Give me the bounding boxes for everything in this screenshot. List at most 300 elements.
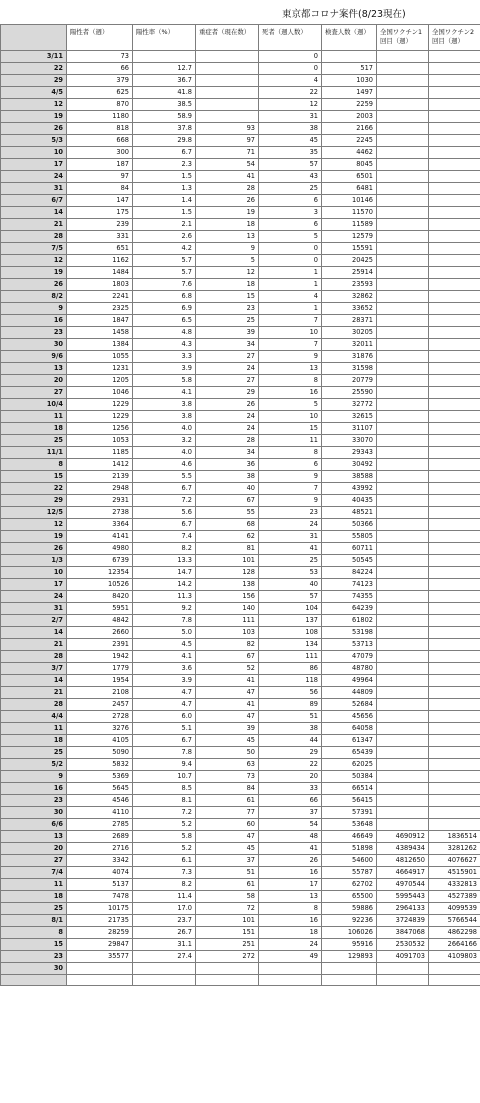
deaths-cell: 1: [259, 303, 322, 315]
deaths-cell: 57: [259, 159, 322, 171]
deaths-cell: 1: [259, 279, 322, 291]
vaccine-dose2-cell: [429, 387, 480, 399]
table-row: [1, 195, 480, 207]
positivity-rate-cell: 41.8: [133, 87, 196, 99]
positives-cell: 331: [67, 231, 133, 243]
vaccine-dose2-cell: [429, 567, 480, 579]
week-cell: 4/5: [1, 87, 67, 99]
vaccine-dose2-cell: [429, 135, 480, 147]
tests-cell: 11570: [322, 207, 377, 219]
tests-cell: [322, 963, 377, 975]
positivity-rate-cell: 14.7: [133, 567, 196, 579]
week-cell: 8: [1, 459, 67, 471]
severe-cell: 18: [196, 279, 259, 291]
vaccine-dose1-cell: [377, 399, 429, 411]
deaths-cell: 7: [259, 339, 322, 351]
tests-cell: 65500: [322, 891, 377, 903]
vaccine-dose2-cell: 4332813: [429, 879, 480, 891]
deaths-cell: 25: [259, 555, 322, 567]
positives-cell: 1229: [67, 411, 133, 423]
positivity-rate-cell: 1.4: [133, 195, 196, 207]
vaccine-dose1-cell: [377, 507, 429, 519]
vaccine-dose1-cell: [377, 255, 429, 267]
tests-cell: 2245: [322, 135, 377, 147]
positives-cell: 3276: [67, 723, 133, 735]
positivity-rate-cell: 9.4: [133, 759, 196, 771]
table-row: [1, 747, 480, 759]
deaths-cell: 18: [259, 927, 322, 939]
severe-cell: 72: [196, 903, 259, 915]
week-cell: 21: [1, 687, 67, 699]
vaccine-dose2-cell: 4515901: [429, 867, 480, 879]
deaths-cell: 7: [259, 315, 322, 327]
tests-cell: 30205: [322, 327, 377, 339]
positives-cell: 1803: [67, 279, 133, 291]
tests-cell: 33652: [322, 303, 377, 315]
positives-cell: 4110: [67, 807, 133, 819]
week-cell: 25: [1, 903, 67, 915]
vaccine-dose1-cell: [377, 267, 429, 279]
positives-cell: 84: [67, 183, 133, 195]
week-cell: 17: [1, 159, 67, 171]
deaths-cell: 33: [259, 783, 322, 795]
positives-cell: 5832: [67, 759, 133, 771]
severe-cell: 251: [196, 939, 259, 951]
deaths-cell: 3: [259, 207, 322, 219]
positivity-rate-cell: 27.4: [133, 951, 196, 963]
positivity-rate-cell: 29.8: [133, 135, 196, 147]
severe-cell: 60: [196, 819, 259, 831]
vaccine-dose2-cell: [429, 687, 480, 699]
positives-cell: 1954: [67, 675, 133, 687]
severe-cell: 156: [196, 591, 259, 603]
vaccine-dose1-cell: [377, 747, 429, 759]
tests-cell: 25914: [322, 267, 377, 279]
header-deaths: 死者（週人数）: [259, 25, 322, 51]
table-row: [1, 519, 480, 531]
week-cell: 24: [1, 171, 67, 183]
vaccine-dose2-cell: [429, 123, 480, 135]
tests-cell: [322, 975, 377, 986]
week-cell: 27: [1, 855, 67, 867]
positivity-rate-cell: [133, 51, 196, 63]
tests-cell: 60711: [322, 543, 377, 555]
positivity-rate-cell: 3.3: [133, 351, 196, 363]
table-row: [1, 759, 480, 771]
vaccine-dose2-cell: 4862298: [429, 927, 480, 939]
severe-cell: 93: [196, 123, 259, 135]
positivity-rate-cell: 2.1: [133, 219, 196, 231]
vaccine-dose2-cell: [429, 507, 480, 519]
tests-cell: 74123: [322, 579, 377, 591]
vaccine-dose1-cell: [377, 147, 429, 159]
vaccine-dose2-cell: [429, 675, 480, 687]
severe-cell: 62: [196, 531, 259, 543]
positivity-rate-cell: 8.1: [133, 795, 196, 807]
week-cell: 26: [1, 543, 67, 555]
positives-cell: 2391: [67, 639, 133, 651]
severe-cell: 52: [196, 663, 259, 675]
vaccine-dose2-cell: [429, 639, 480, 651]
deaths-cell: 53: [259, 567, 322, 579]
table-row: [1, 915, 480, 927]
tests-cell: 56415: [322, 795, 377, 807]
positives-cell: 1942: [67, 651, 133, 663]
positivity-rate-cell: 3.8: [133, 399, 196, 411]
tests-cell: 517: [322, 63, 377, 75]
tests-cell: 54600: [322, 855, 377, 867]
positivity-rate-cell: 7.8: [133, 747, 196, 759]
deaths-cell: 26: [259, 855, 322, 867]
vaccine-dose2-cell: [429, 87, 480, 99]
deaths-cell: 104: [259, 603, 322, 615]
table-row: [1, 327, 480, 339]
vaccine-dose1-cell: [377, 219, 429, 231]
deaths-cell: 5: [259, 399, 322, 411]
severe-cell: 63: [196, 759, 259, 771]
positives-cell: 4980: [67, 543, 133, 555]
tests-cell: 2003: [322, 111, 377, 123]
tests-cell: 49964: [322, 675, 377, 687]
positives-cell: 73: [67, 51, 133, 63]
severe-cell: 28: [196, 435, 259, 447]
vaccine-dose1-cell: [377, 603, 429, 615]
positives-cell: 1256: [67, 423, 133, 435]
deaths-cell: 16: [259, 387, 322, 399]
tests-cell: 55787: [322, 867, 377, 879]
table-row: [1, 147, 480, 159]
table-row: [1, 279, 480, 291]
vaccine-dose1-cell: 4970544: [377, 879, 429, 891]
tests-cell: 31876: [322, 351, 377, 363]
week-cell: 5/2: [1, 759, 67, 771]
tests-cell: 2166: [322, 123, 377, 135]
week-cell: 24: [1, 591, 67, 603]
vaccine-dose1-cell: [377, 555, 429, 567]
vaccine-dose1-cell: [377, 351, 429, 363]
positivity-rate-cell: 4.1: [133, 651, 196, 663]
deaths-cell: 6: [259, 459, 322, 471]
vaccine-dose1-cell: 4812650: [377, 855, 429, 867]
deaths-cell: 89: [259, 699, 322, 711]
table-row: [1, 675, 480, 687]
severe-cell: 55: [196, 507, 259, 519]
positivity-rate-cell: 7.8: [133, 615, 196, 627]
severe-cell: 24: [196, 411, 259, 423]
vaccine-dose2-cell: 1836514: [429, 831, 480, 843]
vaccine-dose2-cell: [429, 735, 480, 747]
table-row: [1, 663, 480, 675]
vaccine-dose1-cell: [377, 51, 429, 63]
deaths-cell: 22: [259, 87, 322, 99]
vaccine-dose1-cell: [377, 579, 429, 591]
vaccine-dose1-cell: 4690912: [377, 831, 429, 843]
deaths-cell: 54: [259, 819, 322, 831]
week-cell: 18: [1, 735, 67, 747]
vaccine-dose1-cell: [377, 771, 429, 783]
vaccine-dose1-cell: [377, 111, 429, 123]
positives-cell: 5137: [67, 879, 133, 891]
tests-cell: 29343: [322, 447, 377, 459]
positivity-rate-cell: 5.7: [133, 267, 196, 279]
week-cell: 30: [1, 963, 67, 975]
positives-cell: 97: [67, 171, 133, 183]
table-row: [1, 771, 480, 783]
positives-cell: 1046: [67, 387, 133, 399]
tests-cell: 1497: [322, 87, 377, 99]
week-cell: 23: [1, 951, 67, 963]
header-row: [1, 25, 480, 51]
deaths-cell: 137: [259, 615, 322, 627]
positivity-rate-cell: [133, 975, 196, 986]
vaccine-dose1-cell: [377, 663, 429, 675]
week-cell: 29: [1, 495, 67, 507]
week-cell: 6/7: [1, 195, 67, 207]
deaths-cell: 10: [259, 327, 322, 339]
week-cell: 20: [1, 843, 67, 855]
positivity-rate-cell: 5.2: [133, 843, 196, 855]
severe-cell: 23: [196, 303, 259, 315]
positivity-rate-cell: 1.5: [133, 171, 196, 183]
table-row: [1, 183, 480, 195]
week-cell: 21: [1, 639, 67, 651]
tests-cell: 106026: [322, 927, 377, 939]
positives-cell: 6739: [67, 555, 133, 567]
vaccine-dose2-cell: 3281262: [429, 843, 480, 855]
severe-cell: 34: [196, 447, 259, 459]
positives-cell: 29847: [67, 939, 133, 951]
deaths-cell: 86: [259, 663, 322, 675]
positivity-rate-cell: 4.7: [133, 699, 196, 711]
week-cell: 8/2: [1, 291, 67, 303]
vaccine-dose1-cell: [377, 975, 429, 986]
positives-cell: 5369: [67, 771, 133, 783]
week-cell: 11: [1, 879, 67, 891]
severe-cell: 128: [196, 567, 259, 579]
deaths-cell: 7: [259, 483, 322, 495]
severe-cell: 19: [196, 207, 259, 219]
vaccine-dose2-cell: [429, 771, 480, 783]
deaths-cell: 24: [259, 519, 322, 531]
tests-cell: 1030: [322, 75, 377, 87]
vaccine-dose2-cell: [429, 663, 480, 675]
positives-cell: 175: [67, 207, 133, 219]
positives-cell: 1384: [67, 339, 133, 351]
week-cell: 30: [1, 807, 67, 819]
tests-cell: 32772: [322, 399, 377, 411]
table-row: [1, 579, 480, 591]
table-row: [1, 291, 480, 303]
positivity-rate-cell: 6.9: [133, 303, 196, 315]
vaccine-dose1-cell: [377, 75, 429, 87]
positivity-rate-cell: 4.7: [133, 687, 196, 699]
positivity-rate-cell: 4.6: [133, 459, 196, 471]
tests-cell: 55805: [322, 531, 377, 543]
severe-cell: 151: [196, 927, 259, 939]
vaccine-dose1-cell: [377, 135, 429, 147]
vaccine-dose2-cell: [429, 447, 480, 459]
severe-cell: 61: [196, 879, 259, 891]
tests-cell: 61802: [322, 615, 377, 627]
week-cell: 25: [1, 435, 67, 447]
vaccine-dose1-cell: [377, 723, 429, 735]
positivity-rate-cell: 5.2: [133, 819, 196, 831]
positivity-rate-cell: 8.5: [133, 783, 196, 795]
deaths-cell: 111: [259, 651, 322, 663]
tests-cell: 20779: [322, 375, 377, 387]
vaccine-dose2-cell: [429, 207, 480, 219]
tests-cell: [322, 51, 377, 63]
vaccine-dose1-cell: [377, 711, 429, 723]
tests-cell: 32615: [322, 411, 377, 423]
week-cell: 29: [1, 75, 67, 87]
positives-cell: 1180: [67, 111, 133, 123]
tests-cell: 46649: [322, 831, 377, 843]
vaccine-dose1-cell: 3724839: [377, 915, 429, 927]
table-row: [1, 819, 480, 831]
table-row: [1, 363, 480, 375]
positivity-rate-cell: 31.1: [133, 939, 196, 951]
positivity-rate-cell: 7.6: [133, 279, 196, 291]
table-row: [1, 591, 480, 603]
vaccine-dose1-cell: [377, 519, 429, 531]
positives-cell: 5645: [67, 783, 133, 795]
tests-cell: 84224: [322, 567, 377, 579]
week-cell: 18: [1, 423, 67, 435]
severe-cell: 140: [196, 603, 259, 615]
deaths-cell: 0: [259, 255, 322, 267]
week-cell: 12: [1, 255, 67, 267]
severe-cell: 28: [196, 183, 259, 195]
week-cell: 8/1: [1, 915, 67, 927]
positives-cell: 1231: [67, 363, 133, 375]
tests-cell: 50545: [322, 555, 377, 567]
positives-cell: 10175: [67, 903, 133, 915]
severe-cell: 138: [196, 579, 259, 591]
positivity-rate-cell: 1.3: [133, 183, 196, 195]
positives-cell: 1162: [67, 255, 133, 267]
tests-cell: 62702: [322, 879, 377, 891]
tests-cell: 38588: [322, 471, 377, 483]
header-vaccine-dose1: 全国ワクチン1回目（週）: [377, 25, 429, 51]
positives-cell: 187: [67, 159, 133, 171]
positivity-rate-cell: 26.7: [133, 927, 196, 939]
positivity-rate-cell: 3.9: [133, 363, 196, 375]
vaccine-dose2-cell: [429, 75, 480, 87]
vaccine-dose1-cell: [377, 423, 429, 435]
table-row: [1, 723, 480, 735]
severe-cell: 26: [196, 399, 259, 411]
positivity-rate-cell: 5.0: [133, 627, 196, 639]
week-cell: 4/4: [1, 711, 67, 723]
vaccine-dose1-cell: [377, 471, 429, 483]
vaccine-dose1-cell: [377, 651, 429, 663]
severe-cell: 67: [196, 651, 259, 663]
positivity-rate-cell: 38.5: [133, 99, 196, 111]
positivity-rate-cell: 4.5: [133, 639, 196, 651]
week-cell: 7/5: [1, 243, 67, 255]
positives-cell: 625: [67, 87, 133, 99]
positives-cell: 2325: [67, 303, 133, 315]
vaccine-dose2-cell: [429, 339, 480, 351]
tests-cell: 6481: [322, 183, 377, 195]
vaccine-dose1-cell: [377, 735, 429, 747]
table-row: [1, 699, 480, 711]
deaths-cell: 0: [259, 51, 322, 63]
positives-cell: 7478: [67, 891, 133, 903]
week-cell: 22: [1, 63, 67, 75]
vaccine-dose2-cell: [429, 159, 480, 171]
severe-cell: 13: [196, 231, 259, 243]
table-row: [1, 267, 480, 279]
week-cell: 15: [1, 471, 67, 483]
positives-cell: 4546: [67, 795, 133, 807]
tests-cell: 31598: [322, 363, 377, 375]
table-row: [1, 963, 480, 975]
deaths-cell: 40: [259, 579, 322, 591]
week-cell: 23: [1, 327, 67, 339]
week-cell: 9: [1, 771, 67, 783]
table-row: [1, 795, 480, 807]
positives-cell: 147: [67, 195, 133, 207]
header-vaccine-dose2: 全国ワクチン2回目（週）: [429, 25, 480, 51]
week-cell: 11: [1, 723, 67, 735]
deaths-cell: 15: [259, 423, 322, 435]
table-row: [1, 867, 480, 879]
vaccine-dose2-cell: [429, 435, 480, 447]
positivity-rate-cell: 9.2: [133, 603, 196, 615]
table-row: [1, 903, 480, 915]
vaccine-dose1-cell: [377, 807, 429, 819]
deaths-cell: 10: [259, 411, 322, 423]
table-row: [1, 567, 480, 579]
tests-cell: 28371: [322, 315, 377, 327]
week-cell: 3/11: [1, 51, 67, 63]
deaths-cell: 108: [259, 627, 322, 639]
week-cell: 1/3: [1, 555, 67, 567]
table-row: [1, 159, 480, 171]
deaths-cell: 20: [259, 771, 322, 783]
tests-cell: 10146: [322, 195, 377, 207]
severe-cell: [196, 87, 259, 99]
severe-cell: 41: [196, 675, 259, 687]
week-cell: 13: [1, 363, 67, 375]
deaths-cell: 41: [259, 543, 322, 555]
table-row: [1, 447, 480, 459]
vaccine-dose2-cell: [429, 471, 480, 483]
positives-cell: 4141: [67, 531, 133, 543]
table-row: [1, 87, 480, 99]
table-row: [1, 243, 480, 255]
deaths-cell: 11: [259, 435, 322, 447]
severe-cell: 41: [196, 699, 259, 711]
table-row: [1, 75, 480, 87]
deaths-cell: 12: [259, 99, 322, 111]
vaccine-dose2-cell: 4076627: [429, 855, 480, 867]
positives-cell: 4105: [67, 735, 133, 747]
tests-cell: 45656: [322, 711, 377, 723]
vaccine-dose1-cell: [377, 435, 429, 447]
week-cell: 11/1: [1, 447, 67, 459]
severe-cell: [196, 51, 259, 63]
positivity-rate-cell: 3.6: [133, 663, 196, 675]
deaths-cell: 6: [259, 195, 322, 207]
severe-cell: 103: [196, 627, 259, 639]
positivity-rate-cell: 4.3: [133, 339, 196, 351]
severe-cell: 111: [196, 615, 259, 627]
week-cell: 6/6: [1, 819, 67, 831]
positives-cell: 651: [67, 243, 133, 255]
